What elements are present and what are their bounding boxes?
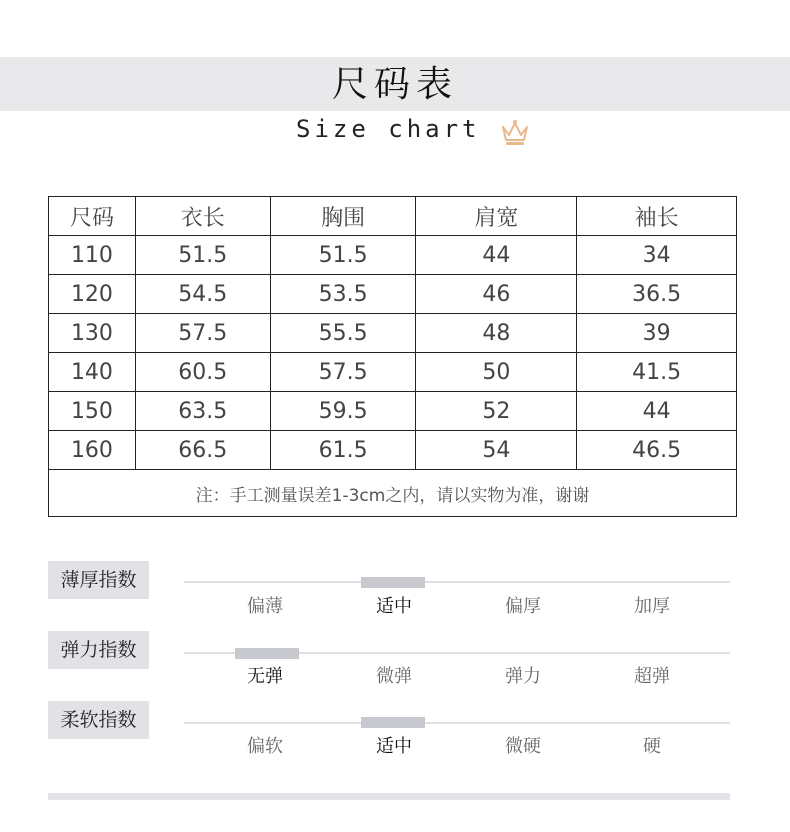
softness-index-label: 柔软指数 [48, 701, 149, 739]
table-cell: 44 [416, 236, 577, 275]
table-row [49, 353, 737, 392]
elasticity-index-marker [235, 648, 299, 659]
table-cell: 48 [416, 314, 577, 353]
table-cell: 59.5 [270, 392, 416, 431]
table-cell: 46 [416, 275, 577, 314]
table-cell: 110 [49, 236, 136, 275]
table-cell: 54 [416, 431, 577, 470]
header-cell: 衣长 [135, 197, 270, 236]
page-subtitle: Size chart [296, 115, 481, 143]
table-cell: 55.5 [270, 314, 416, 353]
header-cell: 肩宽 [416, 197, 577, 236]
table-cell: 63.5 [135, 392, 270, 431]
table-cell: 34 [577, 236, 737, 275]
table-cell: 57.5 [135, 314, 270, 353]
table-cell: 46.5 [577, 431, 737, 470]
table-cell: 61.5 [270, 431, 416, 470]
table-cell: 51.5 [270, 236, 416, 275]
elasticity-index-label: 弹力指数 [48, 631, 149, 669]
thickness-option-selected: 适中 [376, 596, 412, 617]
softness-option: 偏软 [247, 736, 283, 757]
header-cell: 尺码 [49, 197, 136, 236]
table-cell: 50 [416, 353, 577, 392]
header-cell: 胸围 [270, 197, 416, 236]
softness-index-track [184, 722, 730, 724]
elasticity-option-selected: 无弹 [247, 666, 283, 687]
table-cell: 54.5 [135, 275, 270, 314]
page-title: 尺码表 [331, 64, 458, 105]
thickness-index-track [184, 581, 730, 583]
note-row [49, 470, 737, 517]
table-cell: 140 [49, 353, 136, 392]
header-cell: 袖长 [577, 197, 737, 236]
table-cell: 150 [49, 392, 136, 431]
table-cell: 51.5 [135, 236, 270, 275]
elasticity-option: 弹力 [505, 666, 541, 687]
table-cell: 53.5 [270, 275, 416, 314]
softness-index-marker [361, 717, 425, 728]
table-cell: 130 [49, 314, 136, 353]
thickness-option: 偏厚 [505, 596, 541, 617]
table-cell: 160 [49, 431, 136, 470]
table-cell: 120 [49, 275, 136, 314]
table-cell: 44 [577, 392, 737, 431]
elasticity-option: 微弹 [376, 666, 412, 687]
table-header-row [49, 197, 737, 236]
softness-option-selected: 适中 [376, 736, 412, 757]
measurement-note: 注：手工测量误差1-3cm之内，请以实物为准，谢谢 [49, 470, 737, 517]
table-row [49, 431, 737, 470]
bottom-divider [48, 793, 730, 800]
table-row [49, 392, 737, 431]
thickness-option: 偏薄 [247, 596, 283, 617]
thickness-index-label: 薄厚指数 [48, 561, 149, 599]
elasticity-option: 超弹 [634, 666, 670, 687]
table-cell: 39 [577, 314, 737, 353]
table-row [49, 275, 737, 314]
table-row [49, 236, 737, 275]
table-cell: 41.5 [577, 353, 737, 392]
table-cell: 36.5 [577, 275, 737, 314]
softness-option: 微硬 [505, 736, 541, 757]
table-cell: 57.5 [270, 353, 416, 392]
table-cell: 60.5 [135, 353, 270, 392]
crown-icon [500, 118, 530, 148]
thickness-index-marker [361, 577, 425, 588]
table-cell: 52 [416, 392, 577, 431]
softness-option: 硬 [643, 736, 661, 757]
size-table [48, 196, 737, 517]
thickness-option: 加厚 [634, 596, 670, 617]
table-row [49, 314, 737, 353]
table-cell: 66.5 [135, 431, 270, 470]
